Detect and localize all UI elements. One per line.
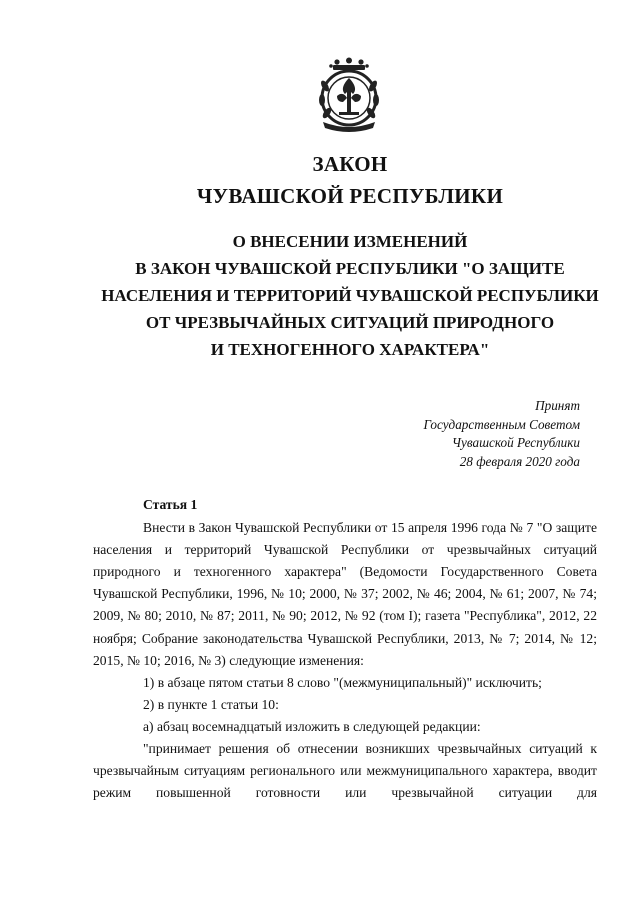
article-paragraph: 1) в абзаце пятом статьи 8 слово "(межмуниципальный)" исключить; [143, 674, 542, 690]
law-title [0, 148, 640, 212]
law-subtitle-line-2: В ЗАКОН ЧУВАШСКОЙ РЕСПУБЛИКИ "О ЗАЩИТЕ [135, 259, 565, 278]
article-paragraph: 2) в пункте 1 статьи 10: [143, 696, 279, 712]
law-subtitle-line-5: И ТЕХНОГЕННОГО ХАРАКТЕРА" [210, 340, 490, 359]
chuvashia-emblem-icon [313, 56, 385, 132]
adoption-line-2: Государственным Советом [423, 416, 580, 432]
adoption-line-4: 28 февраля 2020 года [459, 453, 580, 469]
adoption-line-3: Чувашской Республики [451, 435, 580, 450]
law-title-line-1: ЗАКОН [312, 152, 388, 176]
law-subtitle [0, 228, 640, 363]
law-subtitle-line-1: О ВНЕСЕНИИ ИЗМЕНЕНИЙ [232, 232, 468, 251]
adoption-note [360, 397, 580, 471]
article-paragraph: а) абзац восемнадцатый изложить в следующей редакции: [143, 718, 481, 734]
law-title-line-2: ЧУВАШСКОЙ РЕСПУБЛИКИ [196, 184, 504, 208]
article-paragraph: "принимает решения об отнесении возникших чрезвычайных ситуаций к чрезвычайным ситуациям регионального или межмуниципального характера, вводит режим повышенной готовности или чрезвычайной ситуации для [93, 741, 597, 801]
law-subtitle-line-4: ОТ ЧРЕЗВЫЧАЙНЫХ СИТУАЦИЙ ПРИРОДНОГО [145, 313, 555, 332]
article-paragraph: Внести в Закон Чувашской Республики от 15 апреля 1996 года № 7 "О защите населения и территорий Чувашской Республики от чрезвычайных ситуаций природного и техногенного характера" (Ведомости Государственного Совета Чувашской Республики, 1996, № 10; 2000, № 37; 2002, № 46; 2004, № 61; 2007, № 74; 2009, № 80; 2010, № 87; 2011, № 90; 2012, № 92 (том I); газета "Республика", 2012, 22 ноября; Собрание законодательства Чувашской Республики, 2013, № 7; 2014, № 12; 2015, № 10; 2016, № 3) следующие изменения: [93, 520, 597, 668]
adoption-line-1: Принят [535, 398, 580, 413]
article-heading: Статья 1 [143, 497, 198, 512]
article-body [93, 494, 597, 804]
law-subtitle-line-3: НАСЕЛЕНИЯ И ТЕРРИТОРИЙ ЧУВАШСКОЙ РЕСПУБЛИКИ [101, 286, 599, 305]
